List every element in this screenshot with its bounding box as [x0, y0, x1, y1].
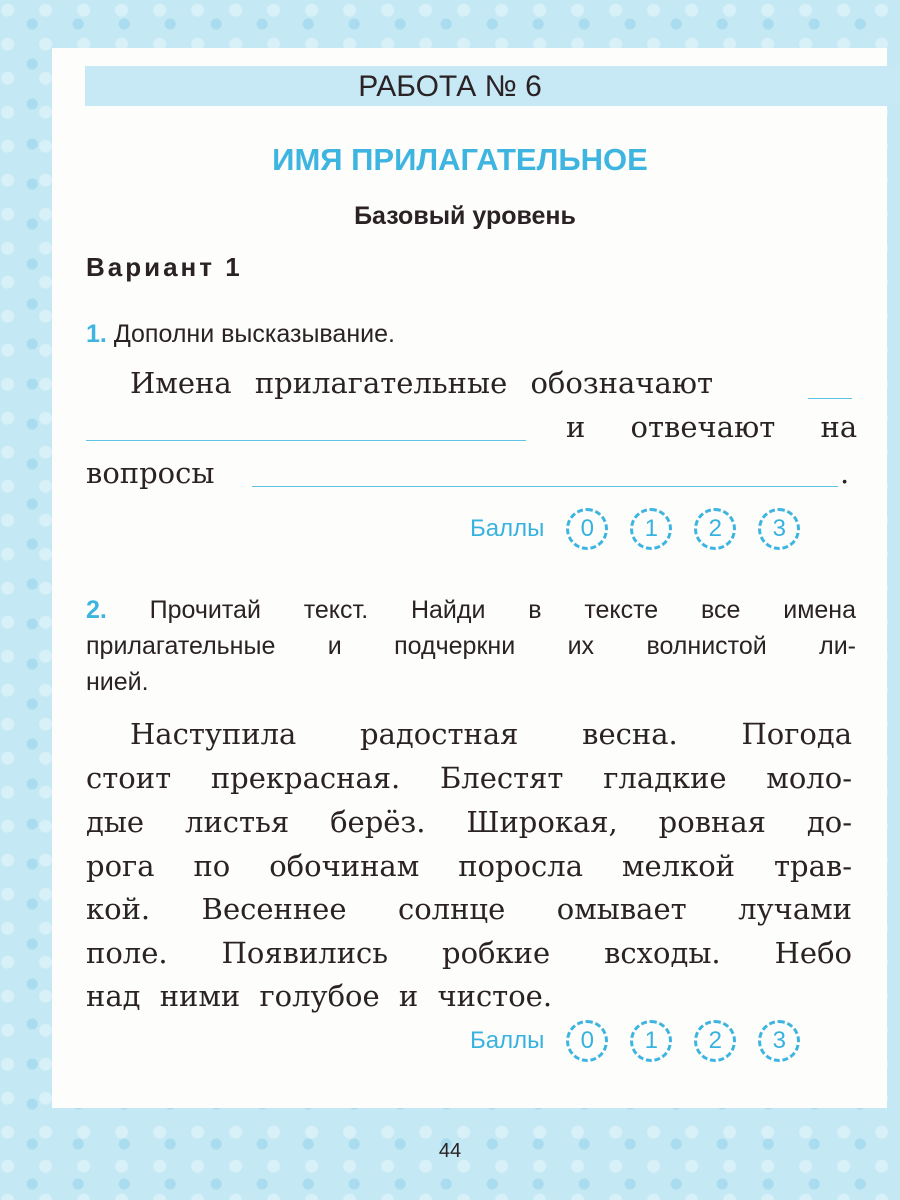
text-line: над ними голубое и чистое. — [86, 979, 553, 1013]
task2-scores — [470, 1020, 800, 1062]
task1-period: . — [840, 456, 850, 490]
task1-number: 1. — [86, 320, 107, 348]
score-2[interactable]: 2 — [694, 508, 736, 550]
text-line: стоит прекрасная. Блестят гладкие моло- — [86, 761, 852, 795]
text-line: Наступила радостная весна. Погода — [130, 717, 852, 751]
answer-blank-3[interactable] — [252, 486, 838, 487]
scores-label: Баллы — [470, 1027, 545, 1054]
score-3[interactable]: 3 — [758, 508, 800, 550]
task2-instruction-1 — [86, 594, 856, 626]
work-title: РАБОТА № 6 — [358, 70, 542, 103]
answer-blank-1[interactable] — [808, 398, 852, 399]
answer-blank-2[interactable] — [86, 440, 526, 441]
page-number: 44 — [438, 1140, 462, 1162]
task2-number: 2. — [86, 596, 107, 624]
score-0[interactable]: 0 — [566, 1020, 608, 1062]
task1-line1: Имена прилагательные обозначают — [130, 366, 714, 400]
scores-label: Баллы — [470, 515, 545, 542]
task1-instruction-text: Дополни высказывание. — [113, 320, 395, 348]
score-0[interactable]: 0 — [566, 508, 608, 550]
task1-instruction — [86, 320, 395, 349]
level-title: Базовый уровень — [354, 202, 576, 230]
task2-instruction-2: прилагательные и подчеркни их волнистой ли- — [86, 632, 856, 660]
score-1[interactable]: 1 — [630, 1020, 672, 1062]
task1-line2: и отвечают на — [566, 410, 858, 444]
text-line: кой. Весеннее солнце омывает лучами — [86, 892, 852, 926]
task2-instruction-3: нией. — [86, 668, 149, 696]
score-1[interactable]: 1 — [630, 508, 672, 550]
variant-title: Вариант 1 — [86, 252, 243, 282]
topic-title: ИМЯ ПРИЛАГАТЕЛЬНОЕ — [272, 142, 648, 177]
text-line: рога по обочинам поросла мелкой трав- — [86, 849, 852, 883]
score-3[interactable]: 3 — [758, 1020, 800, 1062]
score-2[interactable]: 2 — [694, 1020, 736, 1062]
task1-scores — [470, 508, 800, 550]
task2-instruction-text-1: Прочитай текст. Найди в тексте все имена — [149, 596, 856, 624]
text-line: дые листья берёз. Широкая, ровная до- — [86, 805, 852, 839]
task1-line3: вопросы — [86, 456, 215, 490]
text-line: поле. Появились робкие всходы. Небо — [86, 936, 852, 970]
